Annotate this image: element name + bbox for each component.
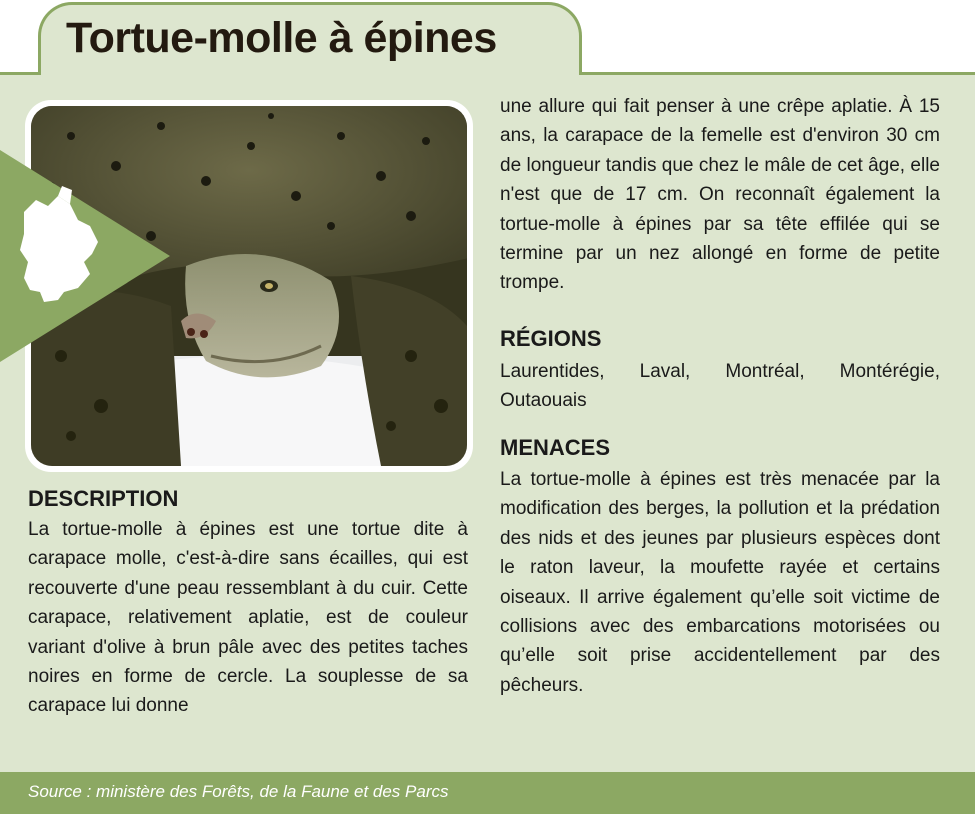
regions-text: Laurentides, Laval, Montréal, Montérégie, Outaouais (500, 361, 940, 412)
regions-heading: RÉGIONS (500, 326, 602, 351)
quebec-map-icon (0, 150, 170, 362)
footer-bar (0, 772, 975, 814)
tab-join (41, 70, 579, 78)
source-credit: Source : ministère des Forêts, de la Faune et des Parcs (28, 782, 449, 801)
description-text-continued: une allure qui fait penser à une crêpe aplatie. À 15 ans, la carapace de la femelle est d'environ 30 cm de longueur tandis que chez le mâle de cet âge, elle n'est que de 17 cm. On reconnaît également la tortue-molle à épines par sa tête effilée qui se termine par un nez allongé en forme de petite trompe. (500, 96, 940, 294)
menaces-text: La tortue-molle à épines est très menacée par la modification des berges, la pollution et la prédation des nids et des jeunes par plusieurs espèces dont le raton laveur, la moufette rayée et certains oiseaux. Il arrive également qu’elle soit victime de collisions avec des embarcations motorisées ou qu’elle soit prise accidentellement par des pêcheurs. (500, 469, 940, 696)
menaces-heading: MENACES (500, 435, 611, 460)
description-heading: DESCRIPTION (28, 486, 179, 511)
page-title: Tortue-molle à épines (66, 14, 497, 62)
description-text: La tortue-molle à épines est une tortue dite à carapace molle, c'est-à-dire sans écailles, qui est recouverte d'une peau ressemblant à du cuir. Cette carapace, relativement aplatie, est de couleur variant d'olive à brun pâle avec des petites taches noires en forme de cercle. La souplesse de sa carapace lui donne (28, 519, 468, 717)
